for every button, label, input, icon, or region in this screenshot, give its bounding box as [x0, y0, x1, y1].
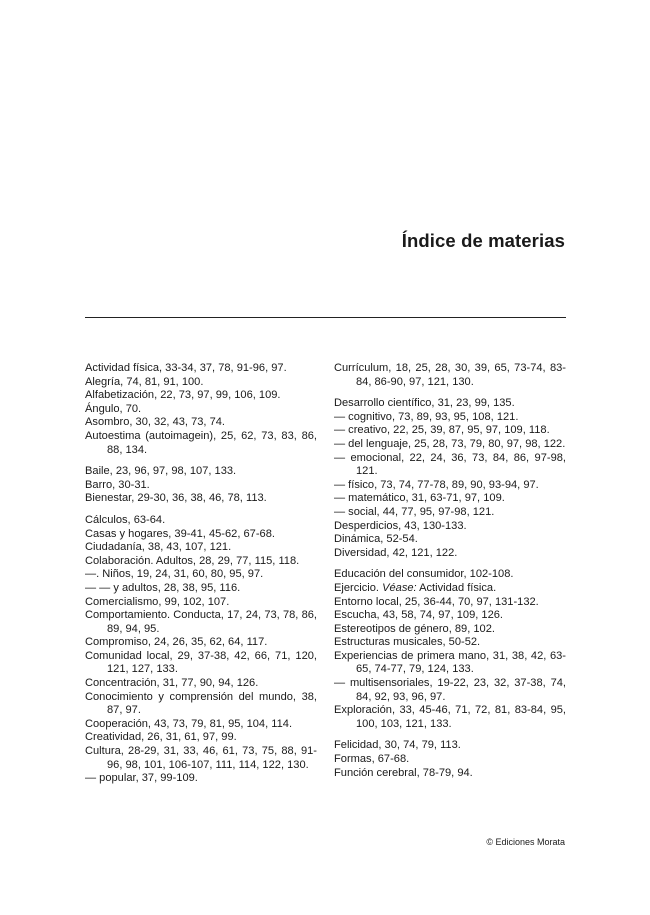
- index-entry: Escucha, 43, 58, 74, 97, 109, 126.: [334, 609, 503, 622]
- index-letter-group: [334, 397, 566, 560]
- index-letter-group: [334, 362, 566, 389]
- index-entry: Ciudadanía, 38, 43, 107, 121.: [85, 541, 232, 554]
- index-entry: Compromiso, 24, 26, 35, 62, 64, 117.: [85, 636, 268, 649]
- index-entry: Autoestima (autoimagein), 25, 62, 73, 83, 86, 88, 134.: [85, 429, 317, 456]
- index-letter-group: [334, 739, 566, 780]
- index-entry: Felicidad, 30, 74, 79, 113.: [334, 739, 461, 752]
- index-entry: Comunidad local, 29, 37-38, 42, 66, 71, 120, 121, 127, 133.: [85, 649, 317, 676]
- index-entry: Baile, 23, 96, 97, 98, 107, 133.: [85, 465, 237, 478]
- index-entry: Actividad física, 33-34, 37, 78, 91-96, 97.: [85, 362, 287, 374]
- index-entry: Cálculos, 63-64.: [85, 513, 166, 526]
- index-entry: —. Niños, 19, 24, 31, 60, 80, 95, 97.: [85, 568, 264, 581]
- index-letter-group: [85, 362, 317, 457]
- index-entry: — social, 44, 77, 95, 97-98, 121.: [334, 505, 495, 518]
- index-entry: — creativo, 22, 25, 39, 87, 95, 97, 109, 118.: [334, 424, 550, 437]
- index-entry: — multisensoriales, 19-22, 23, 32, 37-38, 74, 84, 92, 93, 96, 97.: [334, 677, 566, 703]
- index-entry: Diversidad, 42, 121, 122.: [334, 546, 458, 559]
- index-letter-group: [334, 568, 566, 731]
- index-entry: Función cerebral, 78-79, 94.: [334, 766, 473, 779]
- index-entry: Creatividad, 26, 31, 61, 97, 99.: [85, 731, 237, 744]
- ejercicio-head: Ejercicio.: [334, 581, 383, 594]
- see-target: Actividad física.: [416, 581, 497, 594]
- see-reference: Véase:: [382, 581, 417, 594]
- index-entry: Asombro, 30, 32, 43, 73, 74.: [85, 416, 225, 429]
- index-column-left: [85, 362, 317, 794]
- index-entry: Bienestar, 29-30, 36, 38, 46, 78, 113.: [85, 492, 267, 505]
- index-entry: Exploración, 33, 45-46, 71, 72, 81, 83-84, 95, 100, 103, 121, 133.: [334, 704, 566, 730]
- index-column-right: [334, 362, 566, 788]
- index-entry: Desperdicios, 43, 130-133.: [334, 519, 467, 532]
- title-rule: [85, 317, 566, 318]
- index-entry: — del lenguaje, 25, 28, 73, 79, 80, 97, 98, 122.: [334, 437, 566, 450]
- index-entry: Cultura, 28-29, 31, 33, 46, 61, 73, 75, 88, 91-96, 98, 101, 106-107, 111, 114, 122, 130.: [85, 745, 317, 771]
- page-title: Índice de materias: [401, 230, 565, 251]
- index-letter-group: [85, 465, 317, 506]
- index-entry: — popular, 37, 99-109.: [85, 772, 198, 785]
- index-entry: Experiencias de primera mano, 31, 38, 42, 63-65, 74-77, 79, 124, 133.: [334, 649, 566, 676]
- index-entry: Entorno local, 25, 36-44, 70, 97, 131-132.: [334, 595, 539, 608]
- index-entry: Cooperación, 43, 73, 79, 81, 95, 104, 114.: [85, 717, 293, 730]
- index-entry: — físico, 73, 74, 77-78, 89, 90, 93-94, 97.: [334, 478, 539, 491]
- index-entry: Comercialismo, 99, 102, 107.: [85, 595, 230, 608]
- index-entry: Colaboración. Adultos, 28, 29, 77, 115, 118.: [85, 554, 300, 567]
- index-entry: Alfabetización, 22, 73, 97, 99, 106, 109.: [85, 389, 281, 402]
- index-entry: Formas, 67-68.: [334, 753, 410, 766]
- index-entry-ejercicio: [334, 582, 566, 596]
- index-entry: Currículum, 18, 25, 28, 30, 39, 65, 73-74, 83-84, 86-90, 97, 121, 130.: [334, 362, 566, 388]
- index-entry: Dinámica, 52-54.: [334, 533, 418, 546]
- index-entry: — — y adultos, 28, 38, 95, 116.: [85, 581, 241, 594]
- index-entry: Casas y hogares, 39-41, 45-62, 67-68.: [85, 527, 275, 540]
- index-entry: — cognitivo, 73, 89, 93, 95, 108, 121.: [334, 410, 519, 423]
- index-entry: Comportamiento. Conducta, 17, 24, 73, 78, 86, 89, 94, 95.: [85, 609, 317, 635]
- index-entry: Conocimiento y comprensión del mundo, 38, 87, 97.: [85, 690, 317, 717]
- index-entry: Barro, 30-31.: [85, 478, 150, 491]
- index-letter-group: [85, 514, 317, 786]
- index-entry: — emocional, 22, 24, 36, 73, 84, 86, 97-98, 121.: [334, 451, 566, 478]
- index-entry: Desarrollo científico, 31, 23, 99, 135.: [334, 397, 515, 410]
- index-entry: Educación del consumidor, 102-108.: [334, 568, 514, 581]
- index-entry: Estructuras musicales, 50-52.: [334, 636, 481, 649]
- index-entry: Alegría, 74, 81, 91, 100.: [85, 375, 204, 388]
- index-entry: Estereotipos de género, 89, 102.: [334, 622, 495, 635]
- index-entry: — matemático, 31, 63-71, 97, 109.: [334, 492, 505, 505]
- index-entry: Concentración, 31, 77, 90, 94, 126.: [85, 677, 259, 690]
- index-entry: Ángulo, 70.: [85, 402, 142, 415]
- copyright-footer: © Ediciones Morata: [486, 837, 565, 847]
